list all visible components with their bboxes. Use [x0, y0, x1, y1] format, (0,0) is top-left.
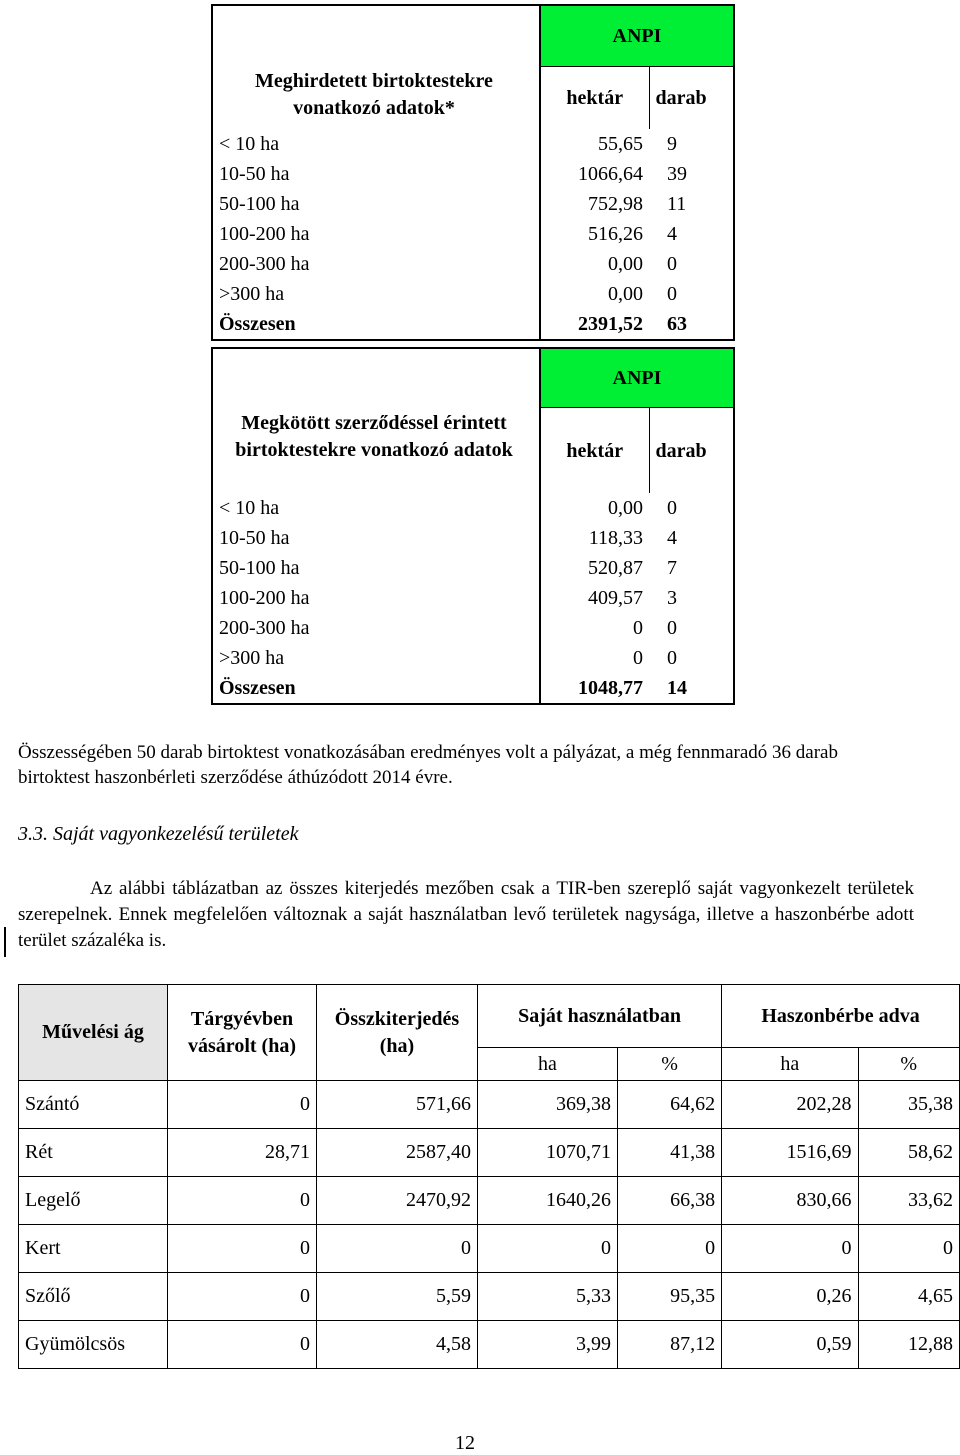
- cell-berbe-ha: 0: [722, 1225, 858, 1273]
- row-hektar: 0,00: [608, 253, 643, 275]
- table-vagyonkezeles: [18, 984, 960, 1369]
- row-darab: 0: [667, 617, 677, 639]
- row-label: 200-300 ha: [212, 249, 540, 279]
- total-row: [212, 309, 734, 340]
- cell-berbe-pct: 12,88: [858, 1321, 959, 1369]
- row-hektar: 520,87: [588, 557, 643, 579]
- cell-sajat-ha: 5,33: [478, 1273, 618, 1321]
- cell-name: Legelő: [19, 1177, 168, 1225]
- total-label: Összesen: [212, 673, 540, 704]
- cell-vasarolt: 0: [168, 1273, 317, 1321]
- cell-berbe-pct: 0: [858, 1225, 959, 1273]
- row-label: 10-50 ha: [212, 159, 540, 189]
- row-hektar: 0: [633, 647, 643, 669]
- cell-sajat-ha: 369,38: [478, 1081, 618, 1129]
- table-row: [19, 1273, 960, 1321]
- table-row: [212, 523, 734, 553]
- table-row: [19, 1129, 960, 1177]
- cell-sajat-ha: 3,99: [478, 1321, 618, 1369]
- table1-col-hektar: hektár: [566, 87, 624, 109]
- cell-berbe-pct: 4,65: [858, 1273, 959, 1321]
- table-row: [19, 1225, 960, 1273]
- row-darab: 4: [667, 527, 677, 549]
- cell-berbe-ha: 830,66: [722, 1177, 858, 1225]
- cell-name: Szőlő: [19, 1273, 168, 1321]
- row-label: 10-50 ha: [212, 523, 540, 553]
- table-row: [212, 583, 734, 613]
- th-muvelesi-ag: Művelési ág: [19, 985, 168, 1081]
- total-label: Összesen: [212, 309, 540, 340]
- row-hektar: 55,65: [598, 133, 643, 155]
- table1-group-header: ANPI: [540, 5, 734, 67]
- total-hektar: 2391,52: [578, 313, 643, 335]
- table-row: [19, 1177, 960, 1225]
- table-row: [212, 189, 734, 219]
- cell-berbe-ha: 0,26: [722, 1273, 858, 1321]
- th-osszkiterjedes-label: Összkiterjedés (ha): [334, 1007, 460, 1057]
- cell-sajat-pct: 87,12: [617, 1321, 721, 1369]
- change-bar: [4, 927, 6, 957]
- cell-sajat-ha: 1070,71: [478, 1129, 618, 1177]
- table1-row-label-header: Meghirdetett birtoktestekre vonatkozó adatok*: [255, 70, 493, 119]
- th-targyevben: [168, 985, 317, 1081]
- table2-group-header: ANPI: [540, 348, 734, 408]
- cell-name: Rét: [19, 1129, 168, 1177]
- row-label: 200-300 ha: [212, 613, 540, 643]
- cell-vasarolt: 0: [168, 1321, 317, 1369]
- cell-sajat-ha: 0: [478, 1225, 618, 1273]
- cell-ossz: 5,59: [317, 1273, 478, 1321]
- row-hektar: 118,33: [588, 527, 643, 549]
- row-label: < 10 ha: [212, 129, 540, 159]
- th-osszkiterjedes: [317, 985, 478, 1081]
- row-label: 100-200 ha: [212, 583, 540, 613]
- cell-ossz: 571,66: [317, 1081, 478, 1129]
- table-row: [212, 159, 734, 189]
- cell-ossz: 4,58: [317, 1321, 478, 1369]
- row-label: >300 ha: [212, 279, 540, 309]
- total-hektar: 1048,77: [578, 677, 643, 699]
- cell-sajat-pct: 66,38: [617, 1177, 721, 1225]
- row-hektar: 409,57: [588, 587, 643, 609]
- cell-sajat-pct: 95,35: [617, 1273, 721, 1321]
- cell-berbe-ha: 1516,69: [722, 1129, 858, 1177]
- table2-col-darab: darab: [649, 408, 734, 494]
- th-berbe-pct: %: [858, 1048, 959, 1081]
- row-hektar: 0,00: [608, 283, 643, 305]
- table-row: [212, 249, 734, 279]
- row-hektar: 516,26: [588, 223, 643, 245]
- row-darab: 0: [667, 497, 677, 519]
- row-label: 50-100 ha: [212, 553, 540, 583]
- row-darab: 7: [667, 557, 677, 579]
- cell-ossz: 0: [317, 1225, 478, 1273]
- table-row: [212, 643, 734, 673]
- table-row: [212, 553, 734, 583]
- cell-berbe-ha: 0,59: [722, 1321, 858, 1369]
- cell-vasarolt: 28,71: [168, 1129, 317, 1177]
- cell-name: Kert: [19, 1225, 168, 1273]
- row-hektar: 752,98: [588, 193, 643, 215]
- table2-col-hektar: hektár: [566, 439, 624, 462]
- cell-name: Gyümölcsös: [19, 1321, 168, 1369]
- th-sajat-pct: %: [617, 1048, 721, 1081]
- table-row: [19, 1321, 960, 1369]
- cell-name: Szántó: [19, 1081, 168, 1129]
- cell-berbe-pct: 58,62: [858, 1129, 959, 1177]
- table-megkotott: [211, 347, 735, 705]
- row-darab: 0: [667, 647, 677, 669]
- th-haszonberbe: Haszonbérbe adva: [722, 985, 960, 1048]
- row-darab: 11: [667, 193, 687, 215]
- cell-berbe-pct: 33,62: [858, 1177, 959, 1225]
- table1-col-darab: darab: [649, 67, 734, 130]
- cell-ossz: 2470,92: [317, 1177, 478, 1225]
- cell-sajat-pct: 0: [617, 1225, 721, 1273]
- table-row: [212, 493, 734, 523]
- total-row: [212, 673, 734, 704]
- cell-berbe-pct: 35,38: [858, 1081, 959, 1129]
- intro-paragraph-text: Az alábbi táblázatban az összes kiterjedés mezőben csak a TIR-ben szereplő saját vagyonkezelt területek szerepelnek. Ennek megfelelően változnak a saját használatban levő területek nagysága, illetve a haszonbérbe adott terület százaléka is.: [18, 878, 914, 951]
- cell-sajat-ha: 1640,26: [478, 1177, 618, 1225]
- section-heading: 3.3. Saját vagyonkezelésű területek: [18, 823, 299, 845]
- table-row: [212, 613, 734, 643]
- total-darab: 63: [667, 313, 687, 335]
- th-berbe-ha: ha: [722, 1048, 858, 1081]
- th-sajat: Saját használatban: [478, 985, 722, 1048]
- th-sajat-ha: ha: [478, 1048, 618, 1081]
- table-row: [212, 219, 734, 249]
- row-darab: 4: [667, 223, 677, 245]
- th-targyevben-label: Tárgyévben vásárolt (ha): [188, 1007, 296, 1057]
- row-label: 100-200 ha: [212, 219, 540, 249]
- row-hektar: 0: [633, 617, 643, 639]
- table-meghirdetett: [211, 4, 735, 341]
- row-darab: 0: [667, 253, 677, 275]
- cell-berbe-ha: 202,28: [722, 1081, 858, 1129]
- table2-row-label-header: Megkötött szerződéssel érintett birtoktestekre vonatkozó adatok: [235, 412, 513, 461]
- row-darab: 39: [667, 163, 687, 185]
- table-row: [212, 279, 734, 309]
- row-darab: 3: [667, 587, 677, 609]
- row-label: >300 ha: [212, 643, 540, 673]
- row-hektar: 1066,64: [578, 163, 643, 185]
- cell-sajat-pct: 41,38: [617, 1129, 721, 1177]
- row-label: 50-100 ha: [212, 189, 540, 219]
- table-row: [19, 1081, 960, 1129]
- page-number: 12: [455, 1432, 475, 1454]
- cell-vasarolt: 0: [168, 1225, 317, 1273]
- summary-paragraph: Összességében 50 darab birtoktest vonatkozásában eredményes volt a pályázat, a még fennmaradó 36 darab birtoktest haszonbérleti szerződése áthúzódott 2014 évre.: [18, 742, 838, 788]
- cell-vasarolt: 0: [168, 1081, 317, 1129]
- cell-vasarolt: 0: [168, 1177, 317, 1225]
- cell-sajat-pct: 64,62: [617, 1081, 721, 1129]
- row-darab: 0: [667, 283, 677, 305]
- table-row: [212, 129, 734, 159]
- row-darab: 9: [667, 133, 677, 155]
- intro-paragraph: [18, 876, 914, 954]
- total-darab: 14: [667, 677, 687, 699]
- row-hektar: 0,00: [608, 497, 643, 519]
- row-label: < 10 ha: [212, 493, 540, 523]
- cell-ossz: 2587,40: [317, 1129, 478, 1177]
